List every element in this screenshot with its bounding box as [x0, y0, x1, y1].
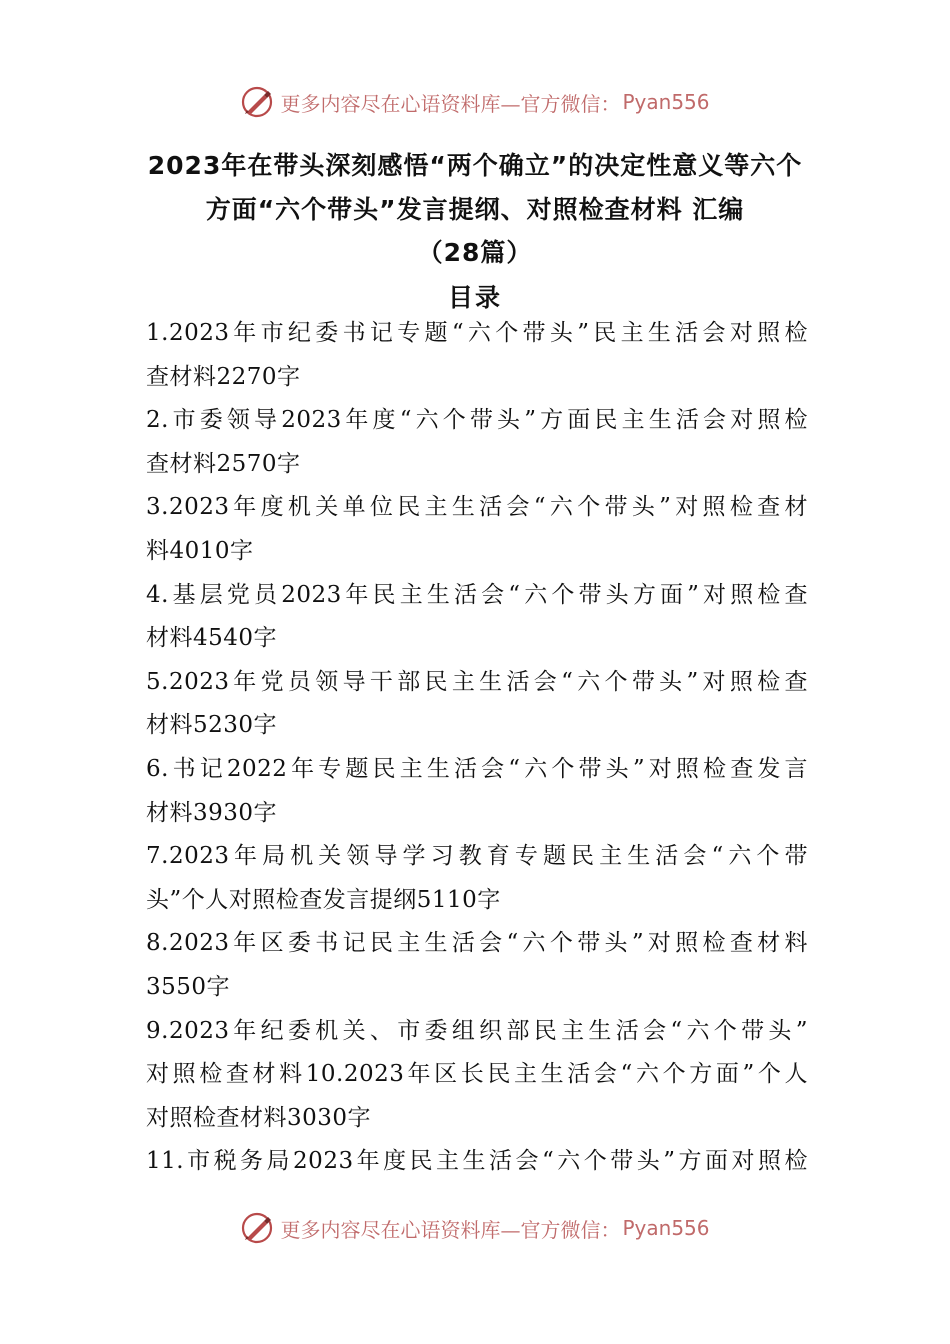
watermark-text: 更多内容尽在心语资料库—官方微信： [280, 1217, 621, 1242]
toc-line: 6.书记2022年专题民主生活会“六个带头”对照检查发言 [146, 755, 808, 782]
watermark-wechat-id: Pyan556 [622, 1216, 710, 1240]
toc-line: 8.2023年区委书记民主生活会“六个带头”对照检查材料 [146, 930, 808, 957]
pen-seal-logo-icon [240, 1211, 274, 1245]
watermark-footer [0, 1208, 950, 1248]
toc-line: 对照检查材料10.2023年区长民主生活会“六个方面”个人 [146, 1061, 808, 1088]
toc-line: 7.2023年局机关领导学习教育专题民主生活会“六个带 [146, 843, 808, 870]
toc-line: 9.2023年纪委机关、市委组织部民主生活会“六个带头” [146, 1017, 808, 1044]
toc-line: 11.市税务局2023年度民主生活会“六个带头”方面对照检 [146, 1148, 808, 1175]
pen-seal-logo-icon [240, 85, 274, 119]
toc-line: 头”个人对照检查发言提纲5110字 [146, 886, 501, 913]
watermark-text: 更多内容尽在心语资料库—官方微信： [280, 91, 621, 116]
document-title-line-3: （28篇） [417, 238, 533, 267]
toc-line: 材料3930字 [146, 799, 278, 826]
toc-line: 对照检查材料3030字 [146, 1104, 372, 1131]
toc-line: 1.2023年市纪委书记专题“六个带头”民主生活会对照检 [146, 320, 808, 346]
toc-line: 材料5230字 [146, 712, 278, 739]
table-of-contents [146, 312, 808, 1184]
toc-line: 5.2023年党员领导干部民主生活会“六个带头”对照检查 [146, 668, 808, 695]
toc-heading: 目录 [447, 283, 502, 312]
watermark-wechat-id: Pyan556 [622, 90, 710, 114]
toc-line: 2.市委领导2023年度“六个带头”方面民主生活会对照检 [146, 407, 808, 434]
toc-line: 3550字 [146, 973, 231, 1000]
toc-line: 4.基层党员2023年民主生活会“六个带头方面”对照检查 [146, 581, 808, 608]
document-title-line-2: 方面“六个带头”发言提纲、对照检查材料 汇编 [205, 195, 745, 224]
toc-line: 3.2023年度机关单位民主生活会“六个带头”对照检查材 [146, 494, 808, 521]
toc-line: 材料4540字 [146, 625, 278, 652]
toc-line: 查材料2270字 [146, 363, 301, 390]
watermark-header [0, 82, 950, 122]
document-title-line-1: 2023年在带头深刻感悟“两个确立”的决定性意义等六个 [147, 151, 803, 180]
toc-line: 料4010字 [146, 537, 254, 564]
toc-line: 查材料2570字 [146, 450, 301, 477]
